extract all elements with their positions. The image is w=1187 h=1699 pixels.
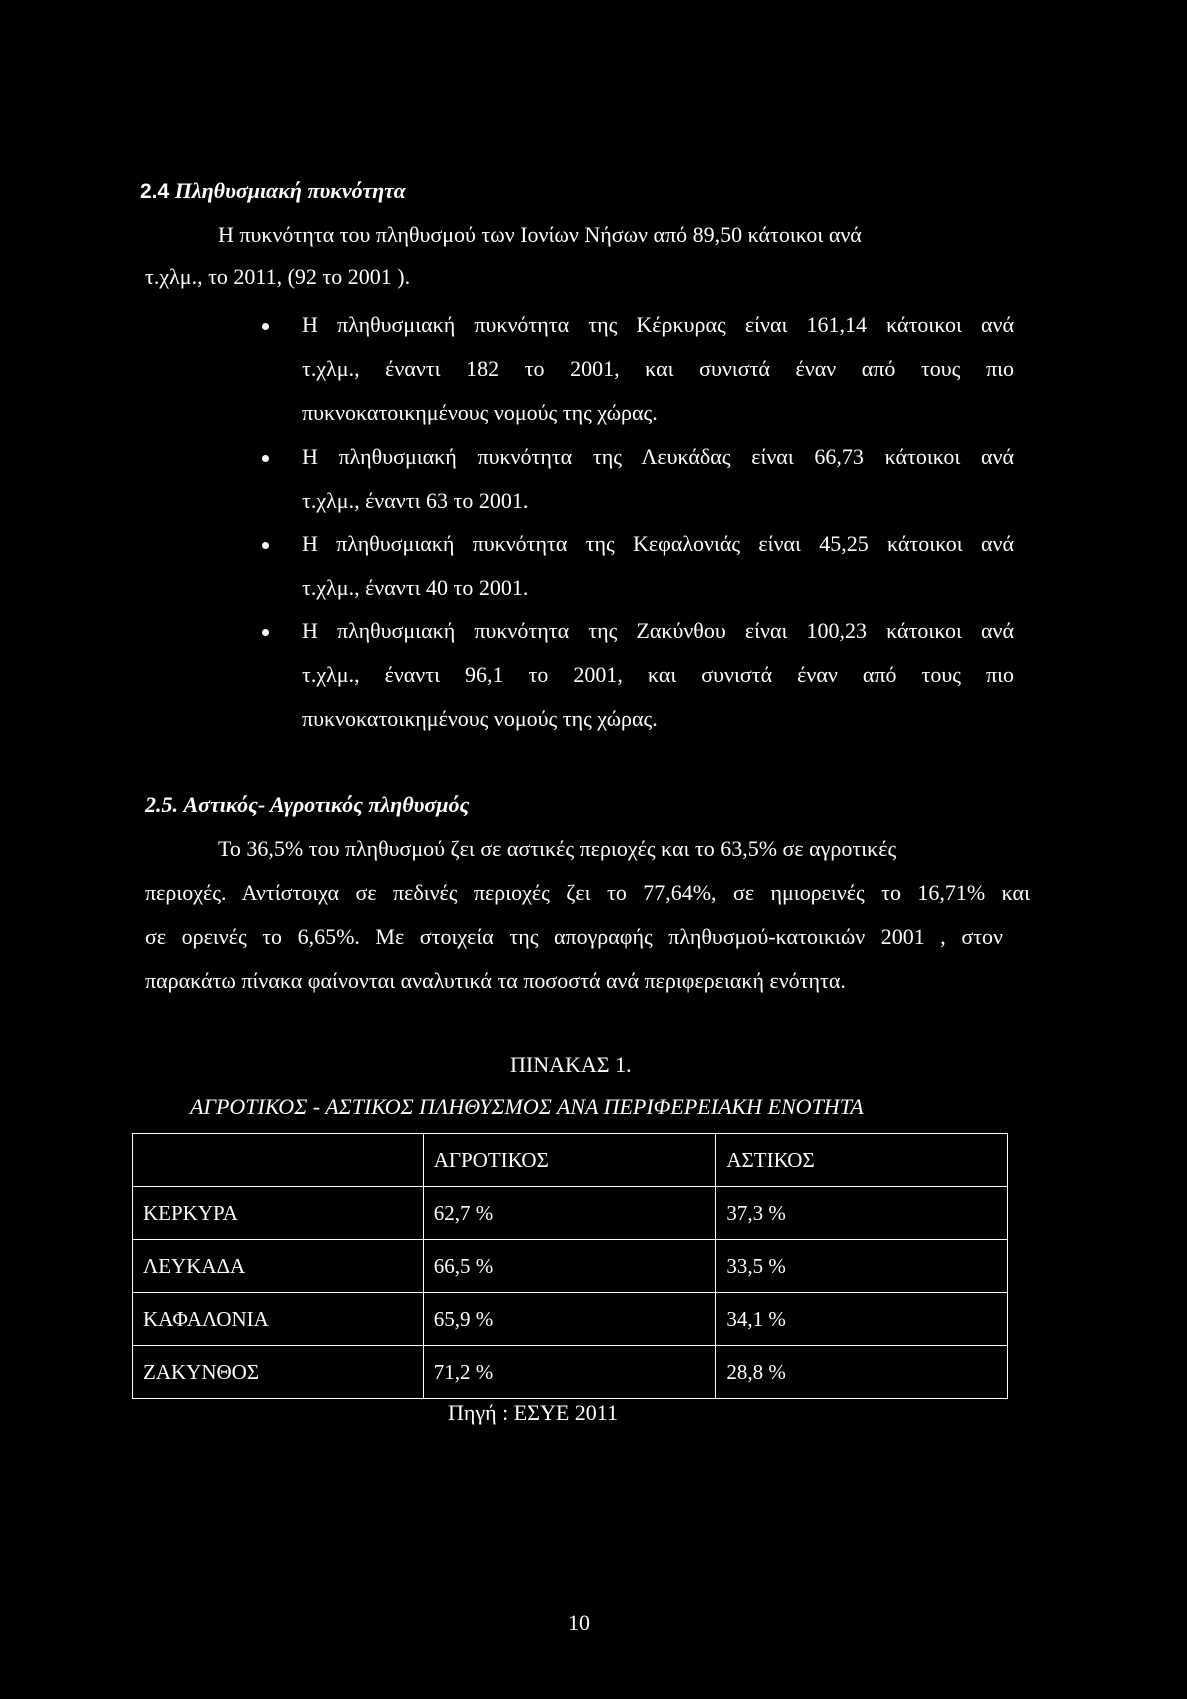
table-caption: ΑΓΡΟΤΙΚΟΣ - ΑΣΤΙΚΟΣ ΠΛΗΘΥΣΜΟΣ ΑΝΑ ΠΕΡΙΦΕΡΕΙΑΚΗ ΕΝΟΤΗΤΑ bbox=[190, 1094, 864, 1119]
table-cell: 66,5 % bbox=[423, 1240, 716, 1293]
bullet-3-line-2: τ.χλμ., έναντι 40 το 2001. bbox=[302, 575, 529, 600]
bullet-icon bbox=[262, 323, 269, 330]
intro-line-1: Η πυκνότητα του πληθυσμού των Ιονίων Νήσων από 89,50 κάτοικοι ανά bbox=[218, 222, 862, 247]
section-heading-2-5 bbox=[145, 792, 469, 818]
bullet-4-line-1: Η πληθυσμιακή πυκνότητα της Ζακύνθου είναι 100,23 κάτοικοι ανά bbox=[302, 618, 1014, 643]
section-heading-2-4 bbox=[140, 178, 406, 204]
bullet-icon bbox=[262, 542, 269, 549]
bullet-1-line-2: τ.χλμ., έναντι 182 το 2001, και συνιστά έναν από τους πιο bbox=[302, 356, 1014, 381]
section-number: 2.4 bbox=[140, 180, 170, 203]
table-header-cell: ΑΓΡΟΤΙΚΟΣ bbox=[423, 1134, 716, 1187]
bullet-2-line-1: Η πληθυσμιακή πυκνότητα της Λευκάδας είναι 66,73 κάτοικοι ανά bbox=[302, 444, 1014, 469]
section-number: 2.5. bbox=[145, 792, 178, 817]
table-row bbox=[133, 1240, 1008, 1293]
table-row bbox=[133, 1346, 1008, 1399]
bullet-4-line-3: πυκνοκατοικημένους νομούς της χώρας. bbox=[302, 706, 658, 731]
table-cell: ΚΕΡΚΥΡΑ bbox=[133, 1187, 424, 1240]
table-cell: 28,8 % bbox=[716, 1346, 1008, 1399]
section-title: Αστικός- Αγροτικός πληθυσμός bbox=[183, 792, 470, 817]
section-title: Πληθυσμιακή πυκνότητα bbox=[174, 178, 406, 203]
bullet-4-line-2: τ.χλμ., έναντι 96,1 το 2001, και συνιστά έναν από τους πιο bbox=[302, 662, 1014, 687]
table-row bbox=[133, 1187, 1008, 1240]
table-cell: 71,2 % bbox=[423, 1346, 716, 1399]
table-cell: 62,7 % bbox=[423, 1187, 716, 1240]
table-header-cell: ΑΣΤΙΚΟΣ bbox=[716, 1134, 1008, 1187]
table-source: Πηγή : ΕΣΥΕ 2011 bbox=[448, 1400, 618, 1425]
table-cell: 37,3 % bbox=[716, 1187, 1008, 1240]
table-header-row bbox=[133, 1134, 1008, 1187]
data-table bbox=[132, 1133, 1008, 1399]
table-row bbox=[133, 1293, 1008, 1346]
table-cell: 33,5 % bbox=[716, 1240, 1008, 1293]
bullet-2-line-2: τ.χλμ., έναντι 63 το 2001. bbox=[302, 488, 529, 513]
table-label: ΠΙΝΑΚΑΣ 1. bbox=[510, 1052, 632, 1077]
table-header-cell bbox=[133, 1134, 424, 1187]
page-number: 10 bbox=[568, 1610, 590, 1635]
paragraph-line-4: παρακάτω πίνακα φαίνονται αναλυτικά τα ποσοστά ανά περιφερειακή ενότητα. bbox=[145, 968, 846, 993]
paragraph-line-3: σε ορεινές το 6,65%. Με στοιχεία της απογραφής πληθυσμού-κατοικιών 2001 , στον bbox=[145, 924, 1003, 949]
table-cell: ΛΕΥΚΑΔΑ bbox=[133, 1240, 424, 1293]
table-cell: 34,1 % bbox=[716, 1293, 1008, 1346]
table-cell: 65,9 % bbox=[423, 1293, 716, 1346]
table-cell: ΚΑΦΑΛΟΝΙΑ bbox=[133, 1293, 424, 1346]
paragraph-line-1: Το 36,5% του πληθυσμού ζει σε αστικές περιοχές και το 63,5% σε αγροτικές bbox=[218, 836, 897, 861]
table-cell: ΖΑΚΥΝΘΟΣ bbox=[133, 1346, 424, 1399]
intro-line-2: τ.χλμ., το 2011, (92 το 2001 ). bbox=[145, 264, 411, 289]
bullet-icon bbox=[262, 455, 269, 462]
bullet-1-line-1: Η πληθυσμιακή πυκνότητα της Κέρκυρας είναι 161,14 κάτοικοι ανά bbox=[302, 312, 1014, 337]
paragraph-line-2: περιοχές. Αντίστοιχα σε πεδινές περιοχές ζει το 77,64%, σε ημιορεινές το 16,71% και bbox=[145, 880, 1030, 905]
bullet-3-line-1: Η πληθυσμιακή πυκνότητα της Κεφαλονιάς είναι 45,25 κάτοικοι ανά bbox=[302, 531, 1014, 556]
bullet-icon bbox=[262, 629, 269, 636]
bullet-1-line-3: πυκνοκατοικημένους νομούς της χώρας. bbox=[302, 400, 658, 425]
